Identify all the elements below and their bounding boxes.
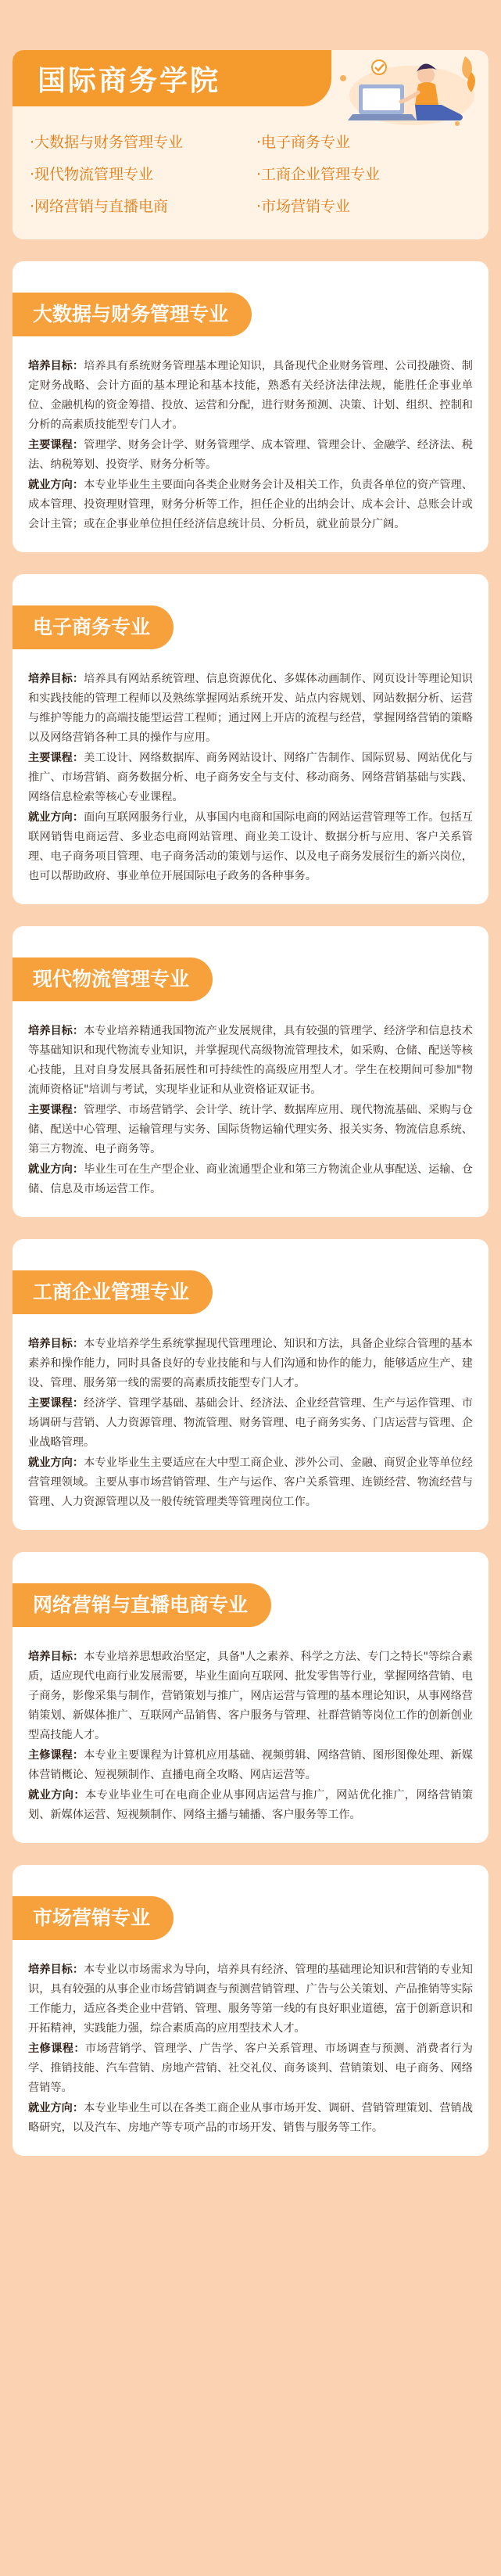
- paragraph-goal: 培养目标：培养具有网站系统管理、信息资源优化、多媒体动画制作、网页设计等理论知识和实践技能的管理工程师以及熟练掌握网站系统开发、站点内容规划、网站数据分析、运营与维护等能力的高端技能型运营工程师；通过网上开店的流程与经营，掌握网络营销的策略以及网络营销各种工具的操作与应用。: [28, 673, 473, 744]
- paragraph-text: 本专业培养思想政治坚定，具备"人之素养、科学之方法、专门之特长"等综合素质，适应现代电商行业发展需要，毕业生面向互联网、批发零售等行业，掌握网络营销、电子商务，影像采集与制作，营销策划与推广，网店运营与管理的基本理论知识，从事网络营销策划、新媒体推广、互联网产品销售、客户服务与管理、社群营销等岗位工作的创新创业型高技能人才。: [28, 1651, 473, 1741]
- major-section-big-data-finance: [13, 261, 488, 552]
- paragraph-careers: 就业方向：本专业毕业生主要面向各类企业财务会计及相关工作，负责各单位的资产管理、成本管理、投资理财管理，财务分析等工作，担任企业的出纳会计、成本会计、总账会计或会计主管；或在企事业单位担任经济信息统计员、分析员，就业前景分广阔。: [28, 479, 473, 530]
- paragraph-courses: 主要课程：美工设计、网络数据库、商务网站设计、网络广告制作、国际贸易、网站优化与推广、市场营销、商务数据分析、电子商务安全与支付、移动商务、网络营销基础与实践、网络信息检索等核心专业课程。: [28, 752, 473, 803]
- paragraph-text: 毕业生可在生产型企业、商业流通型企业和第三方物流企业从事配送、运输、仓储、信息及市场运营工作。: [28, 1163, 473, 1195]
- paragraph-courses: 主修课程：市场营销学、管理学、广告学、客户关系管理、市场调查与预测、消费者行为学、推销技能、汽车营销、房地产营销、社交礼仪、商务谈判、营销策划、电子商务、网络营销等。: [28, 2042, 473, 2094]
- college-header-card: [13, 50, 488, 239]
- page-title: 国际商务学院: [38, 64, 221, 97]
- paragraph-text: 本专业毕业生可以在各类工商企业从事市场开发、调研、营销管理策划、营销战略研究，以及汽车、房地产等专项产品的市场开发、销售与服务等工作。: [28, 2102, 473, 2134]
- paragraph-label: 培养目标: [28, 1338, 73, 1350]
- paragraph-label: 培养目标: [28, 1963, 73, 1976]
- section-title: 现代物流管理专业: [13, 957, 213, 1001]
- paragraph-careers: 就业方向：本专业毕业生主要适应在大中型工商企业、涉外公司、金融、商贸企业等单位经营管理领域。主要从事市场营销管理、生产与运作、客户关系管理、连锁经营、物流经营与管理、人力资源管理以及一般传统管理类等管理岗位工作。: [28, 1457, 473, 1508]
- paragraph-text: 本专业毕业生主要面向各类企业财务会计及相关工作，负责各单位的资产管理、成本管理、投资理财管理，财务分析等工作，担任企业的出纳会计、成本会计、总账会计或会计主管；或在企事业单位担任经济信息统计员、分析员，就业前景分广阔。: [28, 479, 473, 530]
- paragraph-careers: 就业方向：毕业生可在生产型企业、商业流通型企业和第三方物流企业从事配送、运输、仓储、信息及市场运营工作。: [28, 1163, 473, 1195]
- section-title: 电子商务专业: [13, 605, 174, 649]
- major-section-business-management: [13, 1239, 488, 1530]
- paragraph-text: 美工设计、网络数据库、商务网站设计、网络广告制作、国际贸易、网站优化与推广、市场营销、商务数据分析、电子商务安全与支付、移动商务、网络营销基础与实践、网络信息检索等核心专业课程。: [28, 752, 473, 803]
- section-title: 工商企业管理专业: [13, 1270, 213, 1314]
- major-item: ·网络营销与直播电商: [30, 198, 169, 215]
- paragraph-text: 市场营销学、管理学、广告学、客户关系管理、市场调查与预测、消费者行为学、推销技能、汽车营销、房地产营销、社交礼仪、商务谈判、营销策划、电子商务、网络营销等。: [28, 2042, 473, 2094]
- major-item: ·工商企业管理专业: [256, 166, 381, 183]
- paragraph-text: 本专业以市场需求为导向，培养具有经济、管理的基础理论知识和营销的专业知识，具有较强的从事企业市场营销调查与预测营销管理、广告与公关策划、产品推销等实际工作能力，适应各类企业中营销、管理、服务等第一线的有良好职业道德，富于创新意识和开拓精神，实践能力强，综合素质高的应用型技术人才。: [28, 1963, 473, 2035]
- paragraph-label: 就业方向: [28, 1789, 74, 1802]
- paragraph-text: 面向互联网服务行业，从事国内电商和国际电商的网站运营管理等工作。包括互联网销售电商运营、多业态电商网站管理、商业美工设计、数据分析与应用、客户关系管理、电子商务项目管理、电子商务活动的策划与运作、以及电子商务发展衍生的新兴岗位，也可以帮助政府、事业单位开展国际电子政务的各种事务。: [28, 811, 473, 882]
- paragraph-text: 本专业毕业生主要适应在大中型工商企业、涉外公司、金融、商贸企业等单位经营管理领域。主要从事市场营销管理、生产与运作、客户关系管理、连锁经营、物流经营与管理、人力资源管理以及一般传统管理类等管理岗位工作。: [28, 1457, 473, 1508]
- paragraph-label: 培养目标: [28, 1651, 73, 1663]
- paragraph-label: 主修课程: [28, 1749, 73, 1762]
- majors-list: [30, 131, 483, 216]
- paragraph-text: 培养具有网站系统管理、信息资源优化、多媒体动画制作、网页设计等理论知识和实践技能的管理工程师以及熟练掌握网站系统开发、站点内容规划、网站数据分析、运营与维护等能力的高端技能型运营工程师；通过网上开店的流程与经营，掌握网络营销的策略以及网络营销各种工具的操作与应用。: [28, 673, 473, 744]
- major-section-logistics: [13, 926, 488, 1217]
- paragraph-label: 就业方向: [28, 479, 73, 491]
- paragraph-label: 就业方向: [28, 1163, 73, 1176]
- paragraph-label: 主修课程: [28, 2042, 74, 2055]
- paragraph-careers: 就业方向：本专业毕业生可在电商企业从事网店运营与推广，网站优化推广，网络营销策划、新媒体运营、短视频制作、网络主播与辅播、客户服务等工作。: [28, 1789, 473, 1821]
- paragraph-label: 主要课程: [28, 1104, 73, 1116]
- paragraph-careers: 就业方向：面向互联网服务行业，从事国内电商和国际电商的网站运营管理等工作。包括互联网销售电商运营、多业态电商网站管理、商业美工设计、数据分析与应用、客户关系管理、电子商务项目管理、电子商务活动的策划与运作、以及电子商务发展衍生的新兴岗位，也可以帮助政府、事业单位开展国际电子政务的各种事务。: [28, 811, 473, 882]
- major-item: ·大数据与财务管理专业: [30, 134, 184, 151]
- paragraph-goal: 培养目标：本专业以市场需求为导向，培养具有经济、管理的基础理论知识和营销的专业知识，具有较强的从事企业市场营销调查与预测营销管理、广告与公关策划、产品推销等实际工作能力，适应各类企业中营销、管理、服务等第一线的有良好职业道德，富于创新意识和开拓精神，实践能力强，综合素质高的应用型技术人才。: [28, 1963, 473, 2035]
- section-title: 网络营销与直播电商专业: [13, 1583, 271, 1627]
- paragraph-text: 本专业培养学生系统掌握现代管理理论、知识和方法，具备企业综合管理的基本素养和操作能力，同时具备良好的专业技能和与人们沟通和协作的能力，能够适应生产、建设、管理、服务第一线的需要的高素质技能型专门人才。: [28, 1338, 473, 1389]
- paragraph-label: 培养目标: [28, 673, 73, 685]
- major-section-marketing: [13, 1865, 488, 2156]
- paragraph-label: 就业方向: [28, 2102, 73, 2114]
- paragraph-label: 培养目标: [28, 1025, 73, 1037]
- paragraph-courses: 主要课程：管理学、财务会计学、财务管理学、成本管理、管理会计、金融学、经济法、税法、纳税筹划、投资学、财务分析等。: [28, 439, 473, 471]
- section-title: 市场营销专业: [13, 1896, 174, 1940]
- paragraph-text: 管理学、财务会计学、财务管理学、成本管理、管理会计、金融学、经济法、税法、纳税筹划、投资学、财务分析等。: [28, 439, 473, 471]
- paragraph-text: 本专业主要课程为计算机应用基础、视频剪辑、网络营销、图形图像处理、新媒体营销概论、短视频制作、直播电商全攻略、网店运营等。: [28, 1749, 473, 1781]
- paragraph-text: 本专业毕业生可在电商企业从事网店运营与推广，网站优化推广，网络营销策划、新媒体运营、短视频制作、网络主播与辅播、客户服务等工作。: [28, 1789, 473, 1821]
- student-laptop-illustration: [318, 50, 482, 135]
- major-section-e-commerce: [13, 574, 488, 904]
- page: [0, 50, 501, 2156]
- paragraph-label: 就业方向: [28, 811, 73, 824]
- paragraph-goal: 培养目标：培养具有系统财务管理基本理论知识，具备现代企业财务管理、公司投融资、制定财务战略、会计方面的基本理论和基本技能，熟悉有关经济法律法规，能胜任企事业单位、金融机构的资金筹措、投放、运营和分配，进行财务预测、决策、计划、组织、控制和分析的高素质技能型专门人才。: [28, 360, 473, 431]
- paragraph-courses: 主要课程：经济学、管理学基础、基础会计、经济法、企业经营管理、生产与运作管理、市场调研与营销、人力资源管理、物流管理、财务管理、电子商务实务、门店运营与管理、企业战略管理。: [28, 1397, 473, 1449]
- paragraph-careers: 就业方向：本专业毕业生可以在各类工商企业从事市场开发、调研、营销管理策划、营销战略研究，以及汽车、房地产等专项产品的市场开发、销售与服务等工作。: [28, 2102, 473, 2134]
- paragraph-courses: 主修课程：本专业主要课程为计算机应用基础、视频剪辑、网络营销、图形图像处理、新媒体营销概论、短视频制作、直播电商全攻略、网店运营等。: [28, 1749, 473, 1781]
- major-section-network-marketing-live-commerce: [13, 1552, 488, 1843]
- title-bar: [13, 50, 331, 106]
- paragraph-goal: 培养目标：本专业培养学生系统掌握现代管理理论、知识和方法，具备企业综合管理的基本素养和操作能力，同时具备良好的专业技能和与人们沟通和协作的能力，能够适应生产、建设、管理、服务第一线的需要的高素质技能型专门人才。: [28, 1338, 473, 1389]
- major-item: ·现代物流管理专业: [30, 166, 154, 183]
- major-item: ·电子商务专业: [256, 134, 351, 151]
- paragraph-label: 主要课程: [28, 439, 73, 451]
- paragraph-label: 主要课程: [28, 1397, 73, 1410]
- paragraph-courses: 主要课程：管理学、市场营销学、会计学、统计学、数据库应用、现代物流基础、采购与仓储、配送中心管理、运输管理与实务、国际货物运输代理实务、报关实务、物流信息系统、第三方物流、电子商务等。: [28, 1104, 473, 1155]
- paragraph-goal: 培养目标：本专业培养思想政治坚定，具备"人之素养、科学之方法、专门之特长"等综合素质，适应现代电商行业发展需要，毕业生面向互联网、批发零售等行业，掌握网络营销、电子商务，影像采集与制作，营销策划与推广，网店运营与管理的基本理论知识，从事网络营销策划、新媒体推广、互联网产品销售、客户服务与管理、社群营销等岗位工作的创新创业型高技能人才。: [28, 1651, 473, 1741]
- paragraph-label: 培养目标: [28, 360, 73, 372]
- section-title: 大数据与财务管理专业: [13, 293, 252, 336]
- paragraph-label: 就业方向: [28, 1457, 73, 1469]
- paragraph-text: 培养具有系统财务管理基本理论知识，具备现代企业财务管理、公司投融资、制定财务战略、会计方面的基本理论和基本技能，熟悉有关经济法律法规，能胜任企事业单位、金融机构的资金筹措、投放、运营和分配，进行财务预测、决策、计划、组织、控制和分析的高素质技能型专门人才。: [28, 360, 473, 431]
- paragraph-label: 主要课程: [28, 752, 73, 764]
- paragraph-text: 经济学、管理学基础、基础会计、经济法、企业经营管理、生产与运作管理、市场调研与营销、人力资源管理、物流管理、财务管理、电子商务实务、门店运营与管理、企业战略管理。: [28, 1397, 473, 1449]
- paragraph-goal: 培养目标：本专业培养精通我国物流产业发展规律，具有较强的管理学、经济学和信息技术等基础知识和现代物流专业知识，并掌握现代高级物流管理技术，如采购、仓储、配送等核心技能，且对自身发展具备拓展性和可持续性的高级应用型人才。学生在校期间可参加"物流师资格证"培训与考试，实现毕业证和从业资格证双证书。: [28, 1025, 473, 1096]
- major-item: ·市场营销专业: [256, 198, 351, 215]
- paragraph-text: 本专业培养精通我国物流产业发展规律，具有较强的管理学、经济学和信息技术等基础知识和现代物流专业知识，并掌握现代高级物流管理技术，如采购、仓储、配送等核心技能，且对自身发展具备拓展性和可持续性的高级应用型人才。学生在校期间可参加"物流师资格证"培训与考试，实现毕业证和从业资格证双证书。: [28, 1025, 473, 1096]
- paragraph-text: 管理学、市场营销学、会计学、统计学、数据库应用、现代物流基础、采购与仓储、配送中心管理、运输管理与实务、国际货物运输代理实务、报关实务、物流信息系统、第三方物流、电子商务等。: [28, 1104, 473, 1155]
